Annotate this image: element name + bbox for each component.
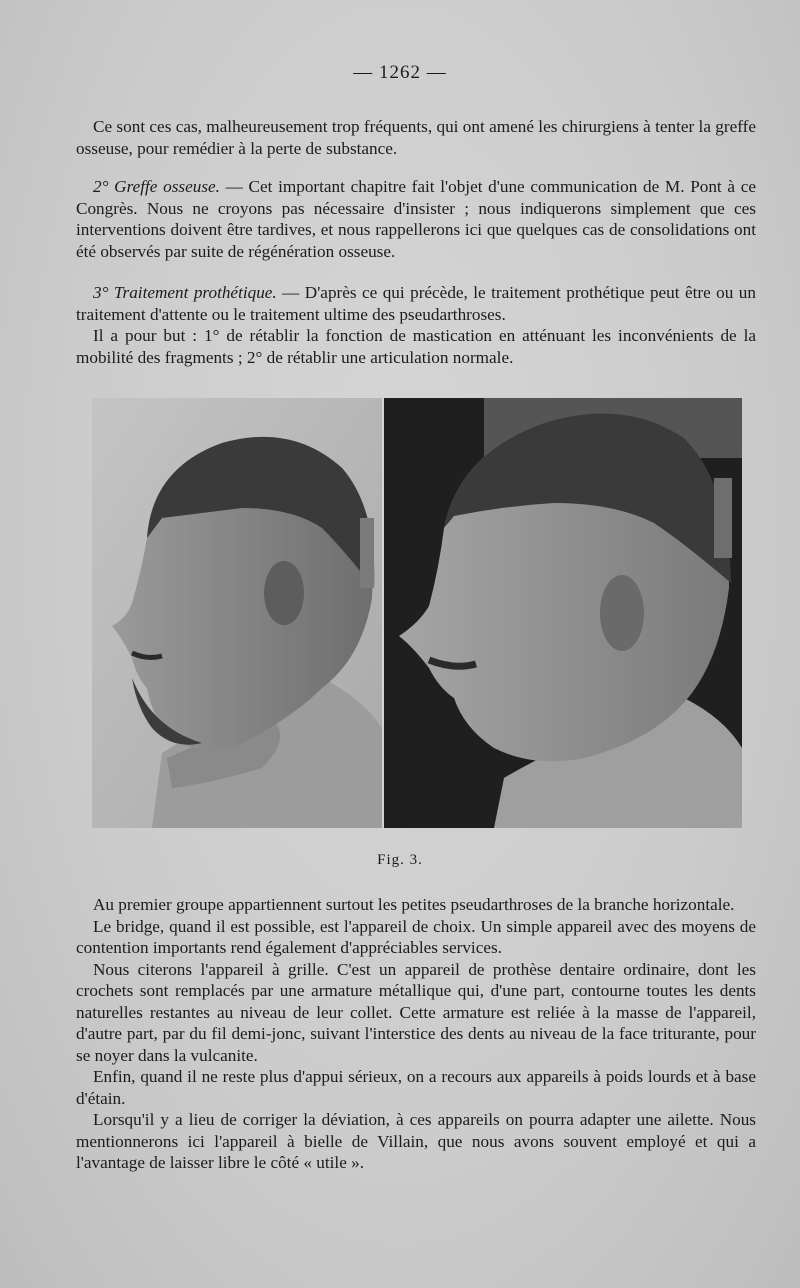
paragraph [76,176,756,262]
page-number: — 1262 — [353,62,447,83]
figure-caption: Fig. 3. [377,852,423,868]
paragraph: Le bridge, quand il est possible, est l'appareil de choix. Un simple appareil avec des moyens de contention importants rend également d'appréciables services. [76,916,756,957]
paragraph: Enfin, quand il ne reste plus d'appui sérieux, on a recours aux appareils à poids lourds et à base d'étain. [76,1067,756,1108]
paragraph [76,325,756,368]
profile-photo-right-image [384,398,742,828]
prothetique-paragraph-block [76,282,756,368]
figure-3 [92,398,742,828]
paragraph: Au premier groupe appartiennent surtout les petites pseudarthroses de la branche horizontale. [93,895,735,914]
profile-photo-left [92,398,382,828]
paragraph: Nous citerons l'appareil à grille. C'est un appareil de prothèse dentaire ordinaire, dont les crochets sont remplacés par une armature métallique qui, d'une part, contourne toutes les dents naturelles restantes au niveau de leur collet. Cette armature est reliée à la masse de l'appareil, d'autre part, par du fil demi-jonc, suivant l'interstice des dents au niveau de la face triturante, pour se noyer dans la vulcanite. [76,959,756,1065]
section-heading: 3° Traitement prothétique. [93,283,277,302]
intro-paragraph-block [76,116,756,159]
profile-photo-left-image [92,398,382,828]
profile-photo-right [384,398,742,828]
paragraph: Lorsqu'il y a lieu de corriger la déviation, à ces appareils on pourra adapter une ailette. Nous mentionnerons ici l'appareil à bielle de Villain, que nous avons souvent employé et qui a l'avantage de laisser libre le côté « utile ». [76,1110,756,1172]
paragraph [76,282,756,325]
greffe-paragraph-block [76,176,756,262]
lower-paragraph-block [76,894,756,1174]
paragraph-text: — Cet important chapitre fait l'objet d'une communication de M. Pont à ce Congrès. Nous ne croyons pas nécessaire d'insister ; nous indiquerons simplement que ces interventions doivent être tardives, et nous rappellerons ici que quelques cas de consolidations ont été observés par suite de régénération osseuse. [76,177,756,261]
paragraph-text: — D'après ce qui précède, le traitement prothétique peut être ou un traitement d'attente ou le traitement ultime des pseudarthroses. [76,283,756,324]
section-heading: 2° Greffe osseuse. [93,177,220,196]
paragraph [76,116,756,159]
paragraph-text: Il a pour but : 1° de rétablir la fonction de mastication en atténuant les inconvénients de la mobilité des fragments ; 2° de rétablir une articulation normale. [76,326,756,367]
paragraph-text: Ce sont ces cas, malheureusement trop fréquents, qui ont amené les chirurgiens à tenter la greffe osseuse, pour remédier à la perte de substance. [76,117,756,158]
